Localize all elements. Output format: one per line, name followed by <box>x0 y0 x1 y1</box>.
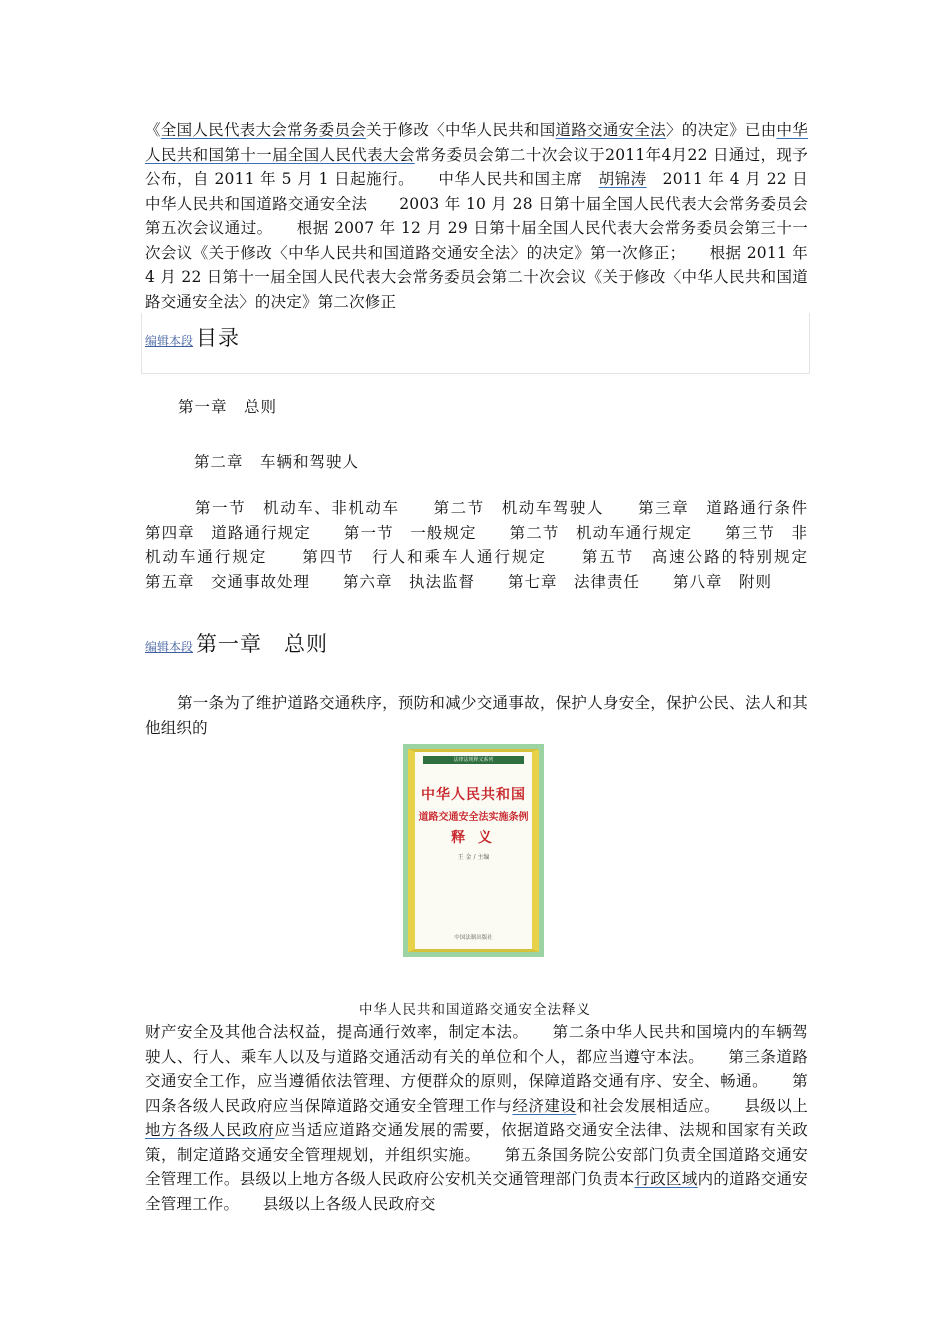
intro-text-4: 常务委员会第二十次会议于2011年4月22 日通过，现予公布，自 2011 年 5 月 1 日起施行。 中华人民共和国主席 <box>145 145 808 188</box>
link-president[interactable]: 胡锦涛 <box>598 170 647 188</box>
book-cover-inner <box>408 749 539 952</box>
chapter1-heading: 第一章 总则 <box>196 632 329 656</box>
article1-paragraph: 第一条为了维护道路交通秩序，预防和减少交通事故，保护人身安全，保护公民、法人和其他组织的 <box>145 694 808 737</box>
edit-section-link[interactable]: 编辑本段 <box>145 334 194 348</box>
body-text-1: 财产安全及其他合法权益，提高通行效率，制定本法。 第二条中华人民共和国境内的车辆驾驶人、行人、乘车人以及与道路交通活动有关的单位和个人，都应当遵守本法。 第三条道路交通安全工作，应当遵循依法管理、方便群众的原则，保障道路交通有序、安全、畅通。 第四条各级人民政府应当保障道路交通安全管理工作与 <box>145 1023 808 1115</box>
toc-chapter-1[interactable]: 第一章 总则 <box>178 398 278 416</box>
toc-chapter-2[interactable]: 第二章 车辆和驾驶人 <box>194 453 360 471</box>
chapter1-heading-row <box>145 628 328 658</box>
intro-text-5: 2011 年 4 月 22 日 中华人民共和国道路交通安全法 2003 年 10 月 28 日第十届全国人民代表大会常务委员会第五次会议通过。 根据 2007 年 12 月 29 日第十届全国人民代表大会常务委员会第三十一次会议《关于修改〈中华人民共和国道路交通安全法〉的决定》第一次修正； 根据 2011 年 4 月 22 日第十一届全国人民代表大会常务委员会第二十次会议《关于修改〈中华人民共和国道路交通安全法〉的决定》第二次修正 <box>145 170 840 311</box>
body-text-4: 内的道路交通安全管理工作。 县级以上各级人民政府交 <box>145 1170 809 1213</box>
toc-heading-row <box>145 322 240 352</box>
intro-paragraph <box>145 118 840 314</box>
book-title-line1: 中华人民共和国 <box>421 787 526 803</box>
book-title-line2: 道路交通安全法实施条例 <box>418 812 529 823</box>
book-cover-image <box>403 744 544 957</box>
intro-text-3: 〉的决定》已由 <box>666 121 777 139</box>
book-title-line3: 释 义 <box>451 830 496 846</box>
link-administrative-region[interactable]: 行政区域 <box>634 1170 698 1188</box>
image-caption: 中华人民共和国道路交通安全法释义 <box>359 1002 591 1018</box>
link-road-traffic-safety-law[interactable]: 道路交通安全法 <box>555 121 666 139</box>
link-local-governments[interactable]: 地方各级人民政府 <box>145 1121 275 1139</box>
book-publisher: 中国法制出版社 <box>454 935 493 941</box>
edit-section-link[interactable]: 编辑本段 <box>145 640 194 654</box>
book-author: 王 金 / 主编 <box>457 854 490 861</box>
body-text-2: 和社会发展相适应。 县级以上 <box>576 1096 808 1115</box>
intro-text-1: 《 <box>145 121 161 139</box>
intro-text-2: 关于修改〈中华人民共和国 <box>366 121 556 139</box>
body-paragraph <box>145 1020 808 1216</box>
body-text-3: 应当适应道路交通发展的需要，依据道路交通安全法律、法规和国家有关政策，制定道路交通安全管理规划，并组织实施。 第五条国务院公安部门负责全国道路交通安全管理工作。县级以上地方各级人民政府公安机关交通管理部门负责本 <box>145 1121 808 1188</box>
toc-sections: 第一节 机动车、非机动车 第二节 机动车驾驶人 第三章 道路通行条件 第四章 道路通行规定 第一节 一般规定 第二节 机动车通行规定 第三节 非机动车通行规定 第四节 行人和乘车人通行规定 第五节 高速公路的特别规定 第五章 交通事故处理 第六章 执法监督 第七章 法律责任 第八章 附则 <box>145 499 842 591</box>
toc-heading: 目录 <box>196 326 241 350</box>
book-series-band: 法律法规释义系列 <box>423 756 524 764</box>
link-economic-construction[interactable]: 经济建设 <box>512 1096 577 1115</box>
link-npcsc[interactable]: 全国人民代表大会常务委员会 <box>160 121 367 139</box>
toc-box <box>141 313 810 374</box>
link-11th-npc[interactable]: 中华人民共和国第十一届全国人民代表大会 <box>145 121 809 164</box>
